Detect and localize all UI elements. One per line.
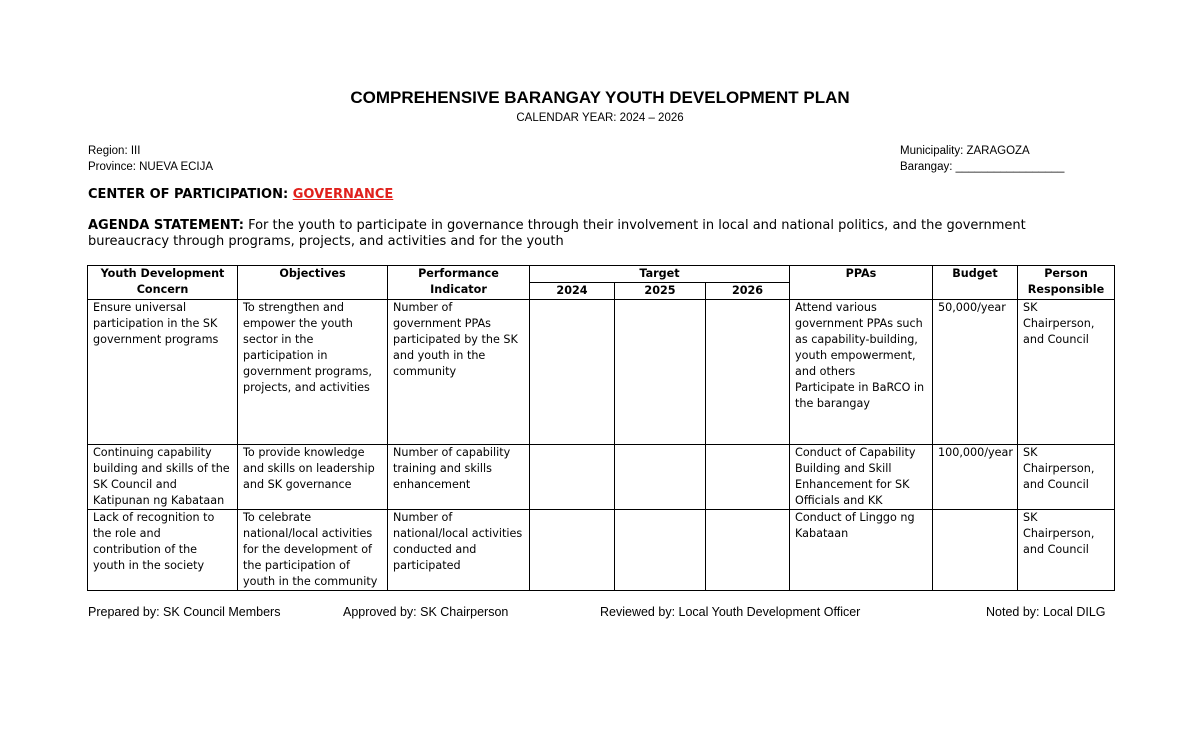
cell-objectives: To celebrate national/local activities for the development of the participation of youth in the community: [238, 510, 388, 591]
cell-budget: 50,000/year: [933, 300, 1018, 445]
cell-target-2025: [615, 300, 706, 445]
header-indicator: Performance Indicator: [388, 266, 530, 300]
document-title: COMPREHENSIVE BARANGAY YOUTH DEVELOPMENT PLAN: [350, 88, 850, 107]
cell-target-2025: [615, 445, 706, 510]
noted-by: Noted by: Local DILG: [986, 605, 1106, 619]
cell-objectives: To provide knowledge and skills on leadership and SK governance: [238, 445, 388, 510]
region-label: Region: III: [88, 145, 141, 157]
calendar-year: CALENDAR YEAR: 2024 – 2026: [516, 112, 684, 124]
agenda-text: For the youth to participate in governance through their involvement in local and national politics, and the government bureaucracy through programs, projects, and activities and for the youth: [88, 218, 1026, 249]
location-left: [88, 143, 213, 175]
cell-target-2025: [615, 510, 706, 591]
cell-ppas: Conduct of Linggo ng Kabataan: [790, 510, 933, 591]
table-row: [88, 445, 1115, 510]
cell-target-2026: [706, 300, 790, 445]
reviewed-by: Reviewed by: Local Youth Development Officer: [600, 605, 861, 619]
header-budget: Budget: [933, 266, 1018, 300]
cell-indicator: Number of national/local activities conducted and participated: [388, 510, 530, 591]
cell-budget: [933, 510, 1018, 591]
center-of-participation: [88, 187, 393, 202]
header-objectives: Objectives: [238, 266, 388, 300]
cell-concern: Ensure universal participation in the SK government programs: [88, 300, 238, 445]
cell-person: SK Chairperson, and Council: [1018, 445, 1115, 510]
header-year-2024: 2024: [530, 283, 615, 300]
cell-concern: Continuing capability building and skills of the SK Council and Katipunan ng Kabataan: [88, 445, 238, 510]
header-concern: Youth Development Concern: [88, 266, 238, 300]
table-row: [88, 510, 1115, 591]
cell-target-2026: [706, 445, 790, 510]
province-label: Province: NUEVA ECIJA: [88, 161, 214, 173]
header-person: Person Responsible: [1018, 266, 1115, 300]
header-year-2025: 2025: [615, 283, 706, 300]
location-right: [900, 143, 1064, 175]
municipality-label: Municipality: ZARAGOZA: [900, 145, 1030, 157]
cell-ppas: [790, 300, 933, 445]
table-row: [88, 300, 1115, 445]
header-target: Target: [530, 266, 790, 283]
cell-indicator: Number of government PPAs participated by the SK and youth in the community: [388, 300, 530, 445]
cell-budget: 100,000/year: [933, 445, 1018, 510]
cell-ppas: Conduct of Capability Building and Skill Enhancement for SK Officials and KK: [790, 445, 933, 510]
cell-person: SK Chairperson, and Council: [1018, 510, 1115, 591]
cell-indicator: Number of capability training and skills enhancement: [388, 445, 530, 510]
prepared-by: Prepared by: SK Council Members: [88, 605, 281, 619]
cell-person: SK Chairperson, and Council: [1018, 300, 1115, 445]
approved-by: Approved by: SK Chairperson: [343, 605, 509, 619]
agenda-label: AGENDA STATEMENT:: [88, 218, 244, 233]
cell-target-2024: [530, 445, 615, 510]
plan-table: [87, 265, 1115, 591]
cell-objectives: To strengthen and empower the youth sector in the participation in government programs, projects, and activities: [238, 300, 388, 445]
ppas-text: Attend various government PPAs such as capability-building, youth empowerment, and others: [795, 301, 923, 378]
cell-target-2024: [530, 510, 615, 591]
center-label: CENTER OF PARTICIPATION:: [88, 187, 289, 202]
header-year-2026: 2026: [706, 283, 790, 300]
cell-concern: Lack of recognition to the role and contribution of the youth in the society: [88, 510, 238, 591]
barangay-label: Barangay: _________________: [900, 161, 1065, 173]
cell-target-2026: [706, 510, 790, 591]
table-header-row: [88, 266, 1115, 283]
agenda-statement: [88, 218, 1078, 250]
ppas-extra-text: Participate in BaRCO in the barangay: [795, 381, 925, 410]
center-value: GOVERNANCE: [292, 187, 394, 202]
cell-target-2024: [530, 300, 615, 445]
header-ppas: PPAs: [790, 266, 933, 300]
